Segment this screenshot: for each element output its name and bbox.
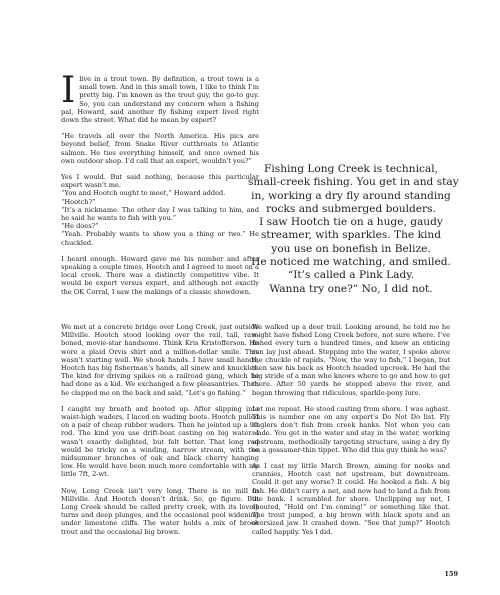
article-paragraph: “Hootch?” (61, 197, 96, 206)
left-column-bottom (61, 323, 259, 544)
pull-quote-line: in, working a dry fly around standing (251, 189, 451, 202)
intro-paragraph (61, 70, 259, 125)
article-paragraph: “He does?” (61, 222, 99, 231)
intro-text: live in a trout town. By definition, a trout town is a small town. And in this small town, I like to think I’m pretty big. I’m known as the trout guy, the go-to guy. So, you can understand my concern when a fishing pal, Howard, said another fly fishing expert lived right down the street. What did he mean by expert? (61, 75, 259, 125)
article-paragraph: Let me repeat. He stood casting from shore. I was aghast. This is number one on any expert’s Do Not Do list. Fly anglers don’t fish from creek banks. Not when you can wade. You get in the water and stay in the water, working upstream, methodically targeting structure, using a dry fly on a gossamer-thin tippet. Who did this guy think he was? (252, 404, 450, 454)
right-column-bottom (252, 323, 450, 544)
article-paragraph: As I cast my little March Brown, aiming for nooks and crannies, Hootch cast not upstream, but downstream. Could it get any worse? It could. He hooked a fish. A big fish. He didn’t carry a net, and now had to land a fish from the bank. I scrambled for shore. Unclipping my net, I shouted, “Hold on! I’m coming!” or something like that. The trout jumped, a big brown with black spots and an oversized jaw. It crashed down. “See that jump?” Hootch called happily. Yes I did. (252, 462, 450, 536)
article-paragraph: Yes I would. But said nothing, because this particular expert wasn’t me. (61, 173, 259, 190)
pull-quote-line: rocks and submerged boulders. (266, 202, 436, 215)
pull-quote-line: Fishing Long Creek is technical, (264, 163, 438, 175)
article-paragraph: “He travels all over the North America. His pics are beyond belief, from Snake River cutthroats to Atlantic salmon. He ties everything himself, and once owned his own outdoor shop. I’d call that an expert, wouldn’t you?” (61, 132, 259, 165)
pull-quote-line: Wanna try one?” No, I did not. (269, 282, 433, 295)
article-paragraph: “You and Hootch ought to meet,” Howard added. (61, 189, 226, 198)
article-paragraph: We met at a concrete bridge over Long Creek, just outside Millville. Hootch stood looking over the rail, tall, raw-boned, movie-star handsome. Think Kris Kristofferson. He wore a plaid Orvis shirt and a million-dollar smile. This wasn’t starting well. We shook hands. I have small hands, Hootch has big fisherman’s hands, all sinew and knuckles. The kind for driving spikes on a railroad gang, which he had done as a kid. We exchanged a few pleasantries. Then he clapped me on the back and said, “Let’s go fishing.” (61, 323, 259, 397)
pull-quote (248, 163, 459, 296)
pull-quote-line: small-creek fishing. You get in and stay (248, 176, 459, 189)
page-number: 159 (444, 570, 458, 578)
article-paragraph: We walked up a deer trail. Looking around, he told me he might have fished Long Creek before, not sure where. I’ve fished every turn a hundred times, and knew an enticing run lay just ahead. Stepping into the water, I spoke above the chuckle of rapids. “Now, the way to fish,” I began, but then saw his back as Hootch headed upcreek. He had the big stride of a man who knows where to go and how to get there. After 50 yards he stopped above the river, and began throwing that ridiculous, sparkle-pony lure. (252, 323, 450, 397)
pull-quote-line: “It’s called a Pink Lady. (287, 269, 415, 282)
pull-quote-line: you use on bonefish in Belize. (271, 242, 431, 255)
article-paragraph: “Yeah. Probably wants to show you a thing or two.” He chuckled. (61, 230, 259, 247)
article-paragraph: “It’s a nickname. The other day I was talking to him, and he said he wants to fish with you.” (61, 205, 259, 223)
article-paragraph: I heard enough. Howard gave me his number and after speaking a couple times, Hootch and I agreed to meet on a local creek. There was a distinctly competitive vibe. It would be expert versus expert, and although not exactly the OK Corral, I saw the makings of a classic showdown. (61, 254, 259, 296)
article-paragraph: Now, Long Creek isn’t very long. There is no mill in Millville. And Hootch doesn’t drink. So, go figure. But Long Creek should be called pretty creek, with its lovely turns and deep plunges, and the occasional pool widening under limestone cliffs. The water holds a mix of brook trout and the occasional big brown. (61, 486, 259, 536)
drop-cap: I (61, 70, 76, 111)
article-paragraph: I caught my breath and booted up. After slipping into waist-high waders, I laced on wading boots. Hootch pulled on a pair of cheap rubber waders. Then he jointed up a 9ft rod. The kind you use drift-boat casting on big water. I wasn’t exactly delighted, but felt better. That long rod would be tricky on a winding, narrow stream, with the midsummer branches of oak and black cherry hanging low. He would have been much more comfortable with my little 7ft, 2-wt. (61, 404, 259, 479)
pull-quote-line: I saw Hootch tie on a huge, gaudy (259, 216, 443, 229)
left-column-top (61, 70, 259, 304)
pull-quote-line: streamer, with sparkles. The kind (261, 229, 441, 242)
pull-quote-line: He noticed me watching, and smiled. (251, 256, 451, 269)
